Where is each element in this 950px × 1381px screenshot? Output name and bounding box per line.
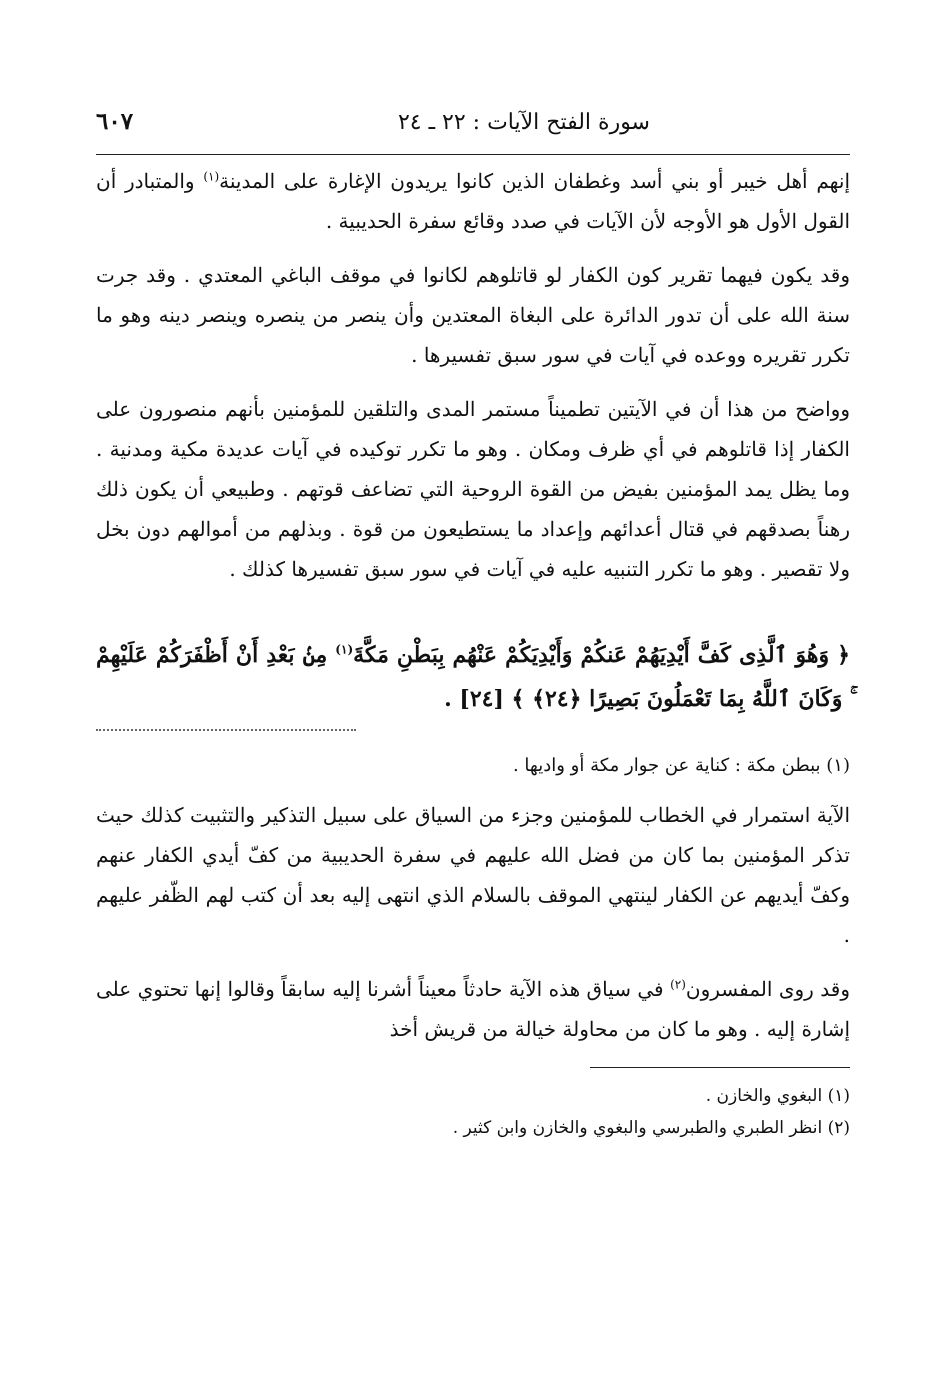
verse-text: ﴿ وَهُوَ ٱلَّذِى كَفَّ أَيْدِيَهُمْ عَنكُمْ وَأَيْدِيَكُمْ عَنْهُم بِبَطْنِ مَكَّةَ — [353, 642, 851, 668]
page — [96, 108, 850, 1144]
footnote-1: (١) البغوي والخازن . — [705, 1086, 850, 1106]
page-number: ٦٠٧ — [96, 108, 134, 135]
paragraph-1-text-cont: والمتبادر أن القول الأول هو الأوجه لأن الآيات في صدد وقائع سفرة الحديبية . — [96, 169, 850, 233]
paragraph-5-text-cont: في سياق هذه الآية حادثاً معيناً أشرنا إليه سابقاً وقالوا إنها تحتوي على إشارة إليه . وهو ما كان من محاولة خيالة من قريش أخذ — [96, 977, 850, 1041]
paragraph-4: الآية استمرار في الخطاب للمؤمنين وجزء من السياق على سبيل التذكير والتثبيت كذلك حيث تذكر المؤمنين بما كان من فضل الله عليهم في سفرة الحديبية من كفّ أيدي الكفار عنهم وكفّ أيديهم عن الكفار لينتهي الموقف بالسلام الذي انتهى إليه بعد أن كتب لهم الظّفر عليهم . — [96, 803, 850, 947]
paragraph-3: وواضح من هذا أن في الآيتين تطميناً مستمر المدى والتلقين للمؤمنين بأنهم منصورون على الكفار إذا قاتلوهم في أي ظرف ومكان . وهو ما تكرر توكيده في آيات عديدة مكية ومدنية . وما يظل يمد المؤمنين بفيض من القوة الروحية التي تضاعف قوتهم . وطبيعي أن يكون ذلك رهناً بصدقهم في قتال أعدائهم وإعداد ما يستطيعون من قوة . وبذلهم من أموالهم دون بخل ولا تقصير . وهو ما تكرر التنبيه عليه في آيات في سور سبق تفسيرها كذلك . — [96, 397, 850, 581]
dotted-separator — [96, 729, 356, 731]
page-header — [96, 108, 850, 155]
verse-footnote-ref: (١) — [335, 642, 354, 657]
footnote-ref-1: (١) — [203, 169, 220, 184]
paragraph-5-text: وقد روى المفسرون — [685, 977, 850, 1001]
running-title: سورة الفتح الآيات : ٢٢ ـ ٢٤ — [397, 110, 650, 135]
paragraph-1 — [96, 161, 850, 241]
verse-text-cont: مِنۢ بَعْدِ أَنْ أَظْفَرَكُمْ عَلَيْهِمْ ۚ وَكَانَ ٱللَّهُ بِمَا تَعْمَلُونَ بَصِيرًا ﴿٢٤﴾ ﴾ [٢٤] . — [96, 642, 850, 712]
footnote-2: (٢) انظر الطبري والطبرسي والبغوي والخازن وابن كثير . — [452, 1118, 850, 1138]
quran-verse — [96, 633, 850, 721]
paragraph-1-text: إنهم أهل خيبر أو بني أسد وغطفان الذين كانوا يريدون الإغارة على المدينة — [219, 169, 850, 193]
footnote-ref-2: (٢) — [670, 977, 686, 992]
footnote-rule — [590, 1067, 850, 1068]
paragraph-5 — [96, 969, 850, 1049]
verse-footnote: (١) ببطن مكة : كناية عن جوار مكة أو واديها . — [512, 755, 850, 776]
paragraph-2: وقد يكون فيهما تقرير كون الكفار لو قاتلوهم لكانوا في موقف الباغي المعتدي . وقد جرت سنة الله على أن تدور الدائرة على البغاة المعتدين وأن ينصر من ينصره وينصر دينه وهو ما تكرر تقريره ووعده في آيات في سور سبق تفسيرها . — [96, 263, 850, 367]
